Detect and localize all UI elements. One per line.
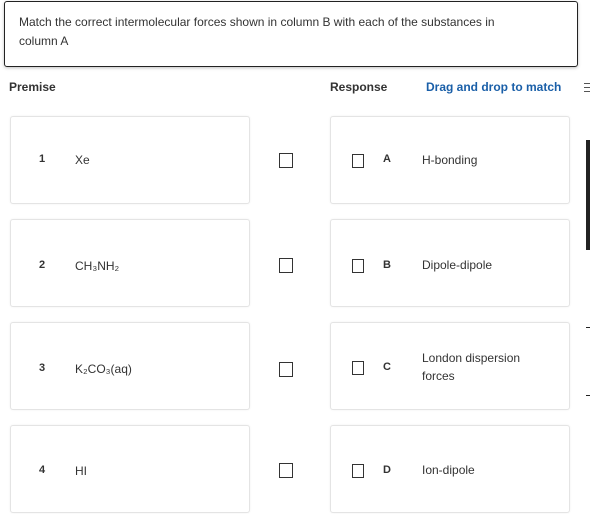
response-item-c[interactable] <box>330 322 570 410</box>
prompt-line-2: column A <box>19 34 69 48</box>
question-prompt <box>4 1 578 67</box>
response-checkbox[interactable] <box>352 361 364 375</box>
response-item-b[interactable] <box>330 219 570 307</box>
prompt-line-1: Match the correct intermolecular forces shown in column B with each of the substances in <box>19 15 495 29</box>
response-text: Ion-dipole <box>422 463 475 477</box>
premise-number: 2 <box>39 259 46 271</box>
response-item-d[interactable] <box>330 425 570 513</box>
response-letter: A <box>383 153 391 165</box>
premise-item-4 <box>10 425 250 513</box>
drop-target-4[interactable] <box>279 463 293 478</box>
response-checkbox[interactable] <box>352 154 364 168</box>
drop-target-1[interactable] <box>279 153 293 168</box>
premise-text: CH₃NH₂ <box>75 259 120 273</box>
premise-number: 1 <box>39 153 46 165</box>
premise-number: 3 <box>39 362 46 374</box>
premise-header: Premise <box>9 80 56 94</box>
response-checkbox[interactable] <box>352 464 364 478</box>
premise-text: Xe <box>75 153 90 167</box>
premise-text: HI <box>75 464 87 478</box>
right-edge-mark <box>586 395 590 396</box>
premise-item-3 <box>10 322 250 410</box>
drop-target-2[interactable] <box>279 258 293 273</box>
response-header: Response <box>330 80 388 94</box>
response-item-a[interactable] <box>330 116 570 204</box>
drag-and-drop-hint: Drag and drop to match <box>426 80 562 94</box>
drop-target-3[interactable] <box>279 362 293 377</box>
response-letter: C <box>383 361 391 373</box>
response-text: Dipole-dipole <box>422 258 493 272</box>
drag-handle-icon[interactable] <box>584 83 590 95</box>
response-letter: D <box>383 464 391 476</box>
premise-item-2 <box>10 219 250 307</box>
premise-number: 4 <box>39 464 46 476</box>
premise-item-1 <box>10 116 250 204</box>
premise-text: K₂CO₃(aq) <box>75 362 132 376</box>
response-text: London dispersion forces <box>422 351 521 383</box>
right-edge-mark <box>586 327 590 328</box>
right-scroll-edge <box>586 140 590 250</box>
response-letter: B <box>383 259 391 271</box>
response-checkbox[interactable] <box>352 259 364 273</box>
response-text: H-bonding <box>422 153 478 167</box>
